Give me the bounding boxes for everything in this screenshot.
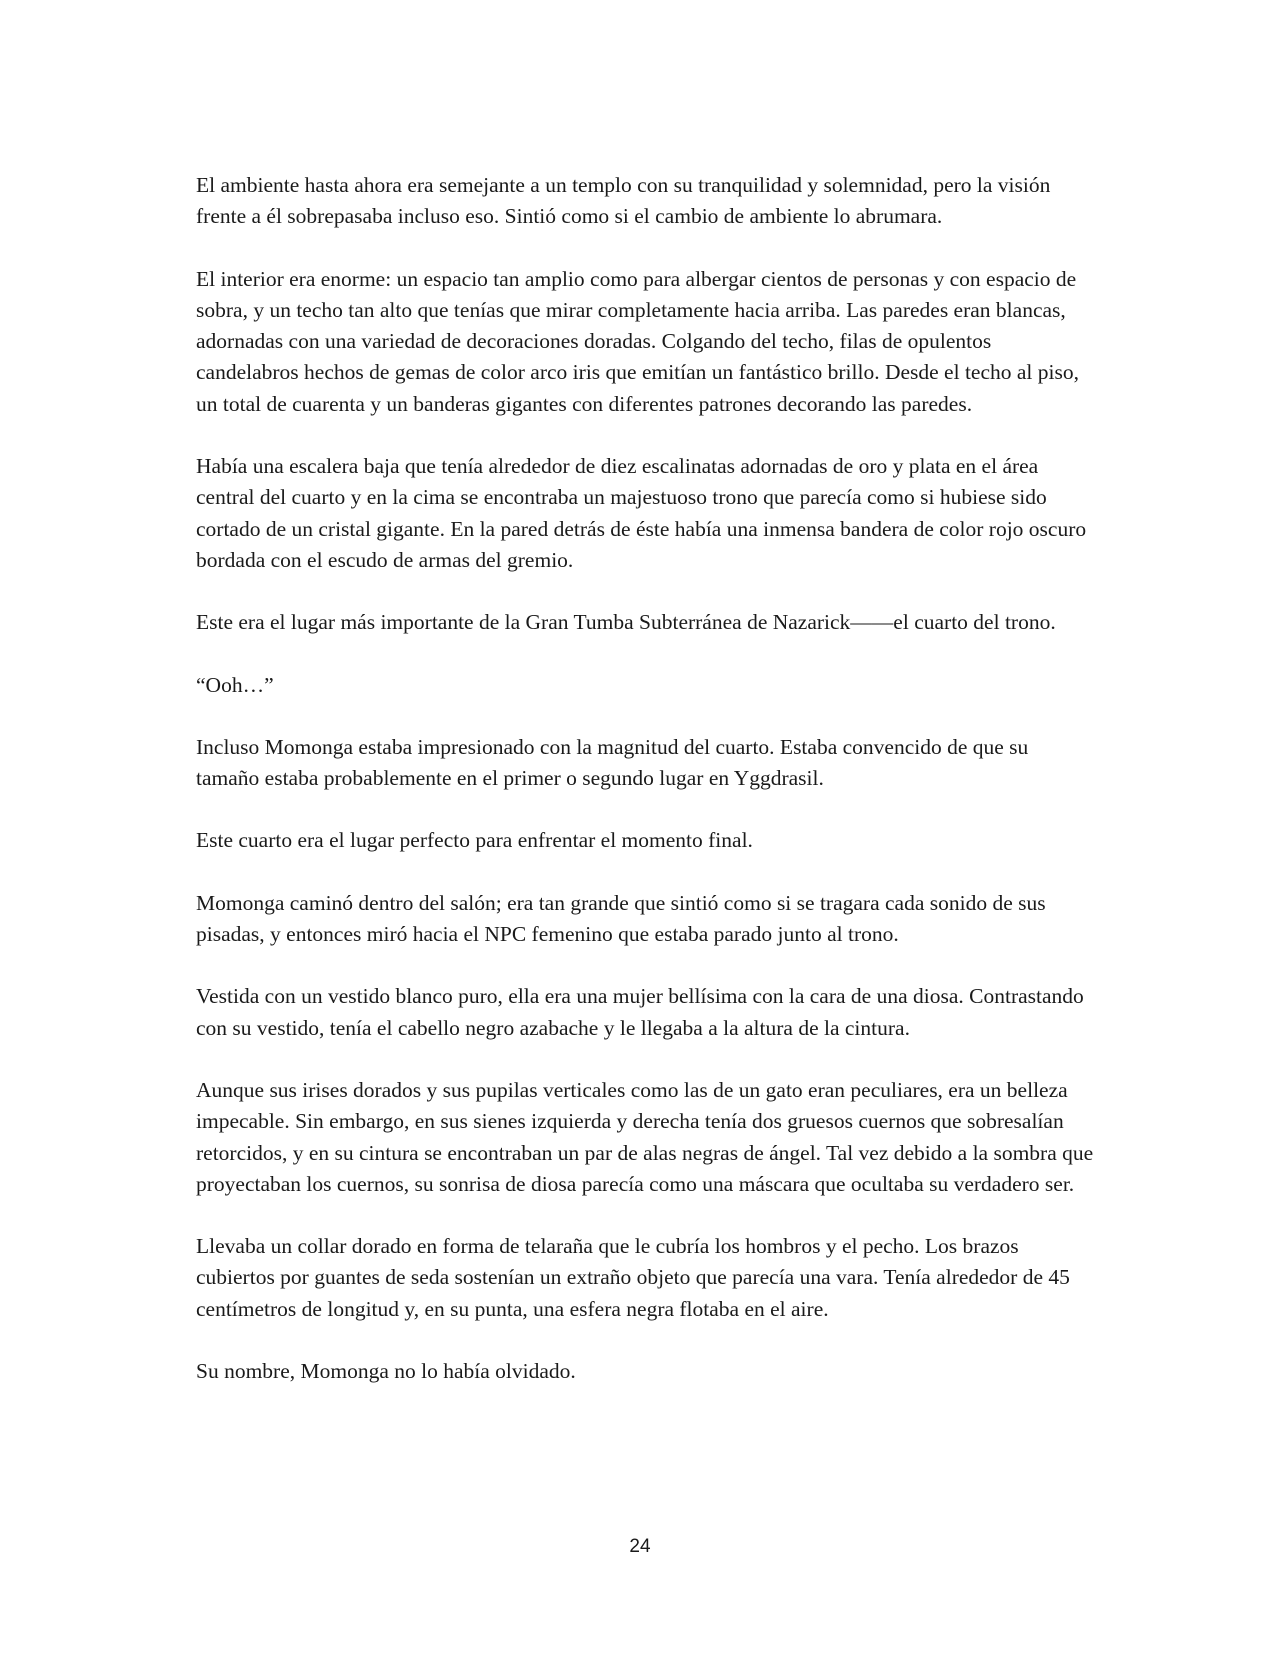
page-number: 24 [629, 1536, 651, 1557]
paragraph-3: Había una escalera baja que tenía alrededor de diez escalinatas adornadas de oro y plata en el área central del cuarto y en la cima se encontraba un majestuoso trono que parecía como si hubiese sido cortado de un cristal gigante. En la pared detrás de éste había una inmensa bandera de color rojo oscuro bordada con el escudo de armas del gremio. [196, 454, 1087, 572]
paragraph-9: Vestida con un vestido blanco puro, ella era una mujer bellísima con la cara de una diosa. Contrastando con su vestido, tenía el cabello negro azabache y le llegaba a la altura de la cintura. [196, 984, 1084, 1040]
paragraph-2: El interior era enorme: un espacio tan amplio como para albergar cientos de personas y con espacio de sobra, y un techo tan alto que tenías que mirar completamente hacia arriba. Las paredes eran blancas, adornadas con una variedad de decoraciones doradas. Colgando del techo, filas de opulentos candelabros hechos de gemas de color arco iris que emitían un fantástico brillo. Desde el techo al piso, un total de cuarenta y un banderas gigantes con diferentes patrones decorando las paredes. [196, 266, 1079, 416]
paragraph-6: Incluso Momonga estaba impresionado con la magnitud del cuarto. Estaba convencido de que su tamaño estaba probablemente en el primer o segundo lugar en Yggdrasil. [196, 734, 1029, 791]
paragraph-1: El ambiente hasta ahora era semejante a un templo con su tranquilidad y solemnidad, pero la visión frente a él sobrepasaba incluso eso. Sintió como si el cambio de ambiente lo abrumara. [196, 173, 1051, 229]
paragraph-4: Este era el lugar más importante de la Gran Tumba Subterránea de Nazarick——el cuarto del trono. [196, 610, 1056, 635]
paragraph-5: “Ooh…” [196, 672, 274, 697]
paragraph-10: Aunque sus irises dorados y sus pupilas verticales como las de un gato eran peculiares, era un belleza impecable. Sin embargo, en sus sienes izquierda y derecha tenía dos gruesos cuernos que sobresalían retorcidos, y en su cintura se encontraban un par de alas negras de ángel. Tal vez debido a la sombra que proyectaban los cuernos, su sonrisa de diosa parecía como una máscara que ocultaba su verdadero ser. [196, 1077, 1094, 1196]
paragraph-8: Momonga caminó dentro del salón; era tan grande que sintió como si se tragara cada sonido de sus pisadas, y entonces miró hacia el NPC femenino que estaba parado junto al trono. [196, 890, 1046, 947]
paragraph-12: Su nombre, Momonga no lo había olvidado. [196, 1359, 576, 1384]
paragraph-11: Llevaba un collar dorado en forma de telaraña que le cubría los hombros y el pecho. Los brazos cubiertos por guantes de seda sostenían un extraño objeto que parecía una vara. Tenía alrededor de 45 centímetros de longitud y, en su punta, una esfera negra flotaba en el aire. [196, 1234, 1070, 1321]
page-body-text [196, 170, 1096, 1418]
paragraph-7: Este cuarto era el lugar perfecto para enfrentar el momento final. [196, 828, 753, 853]
